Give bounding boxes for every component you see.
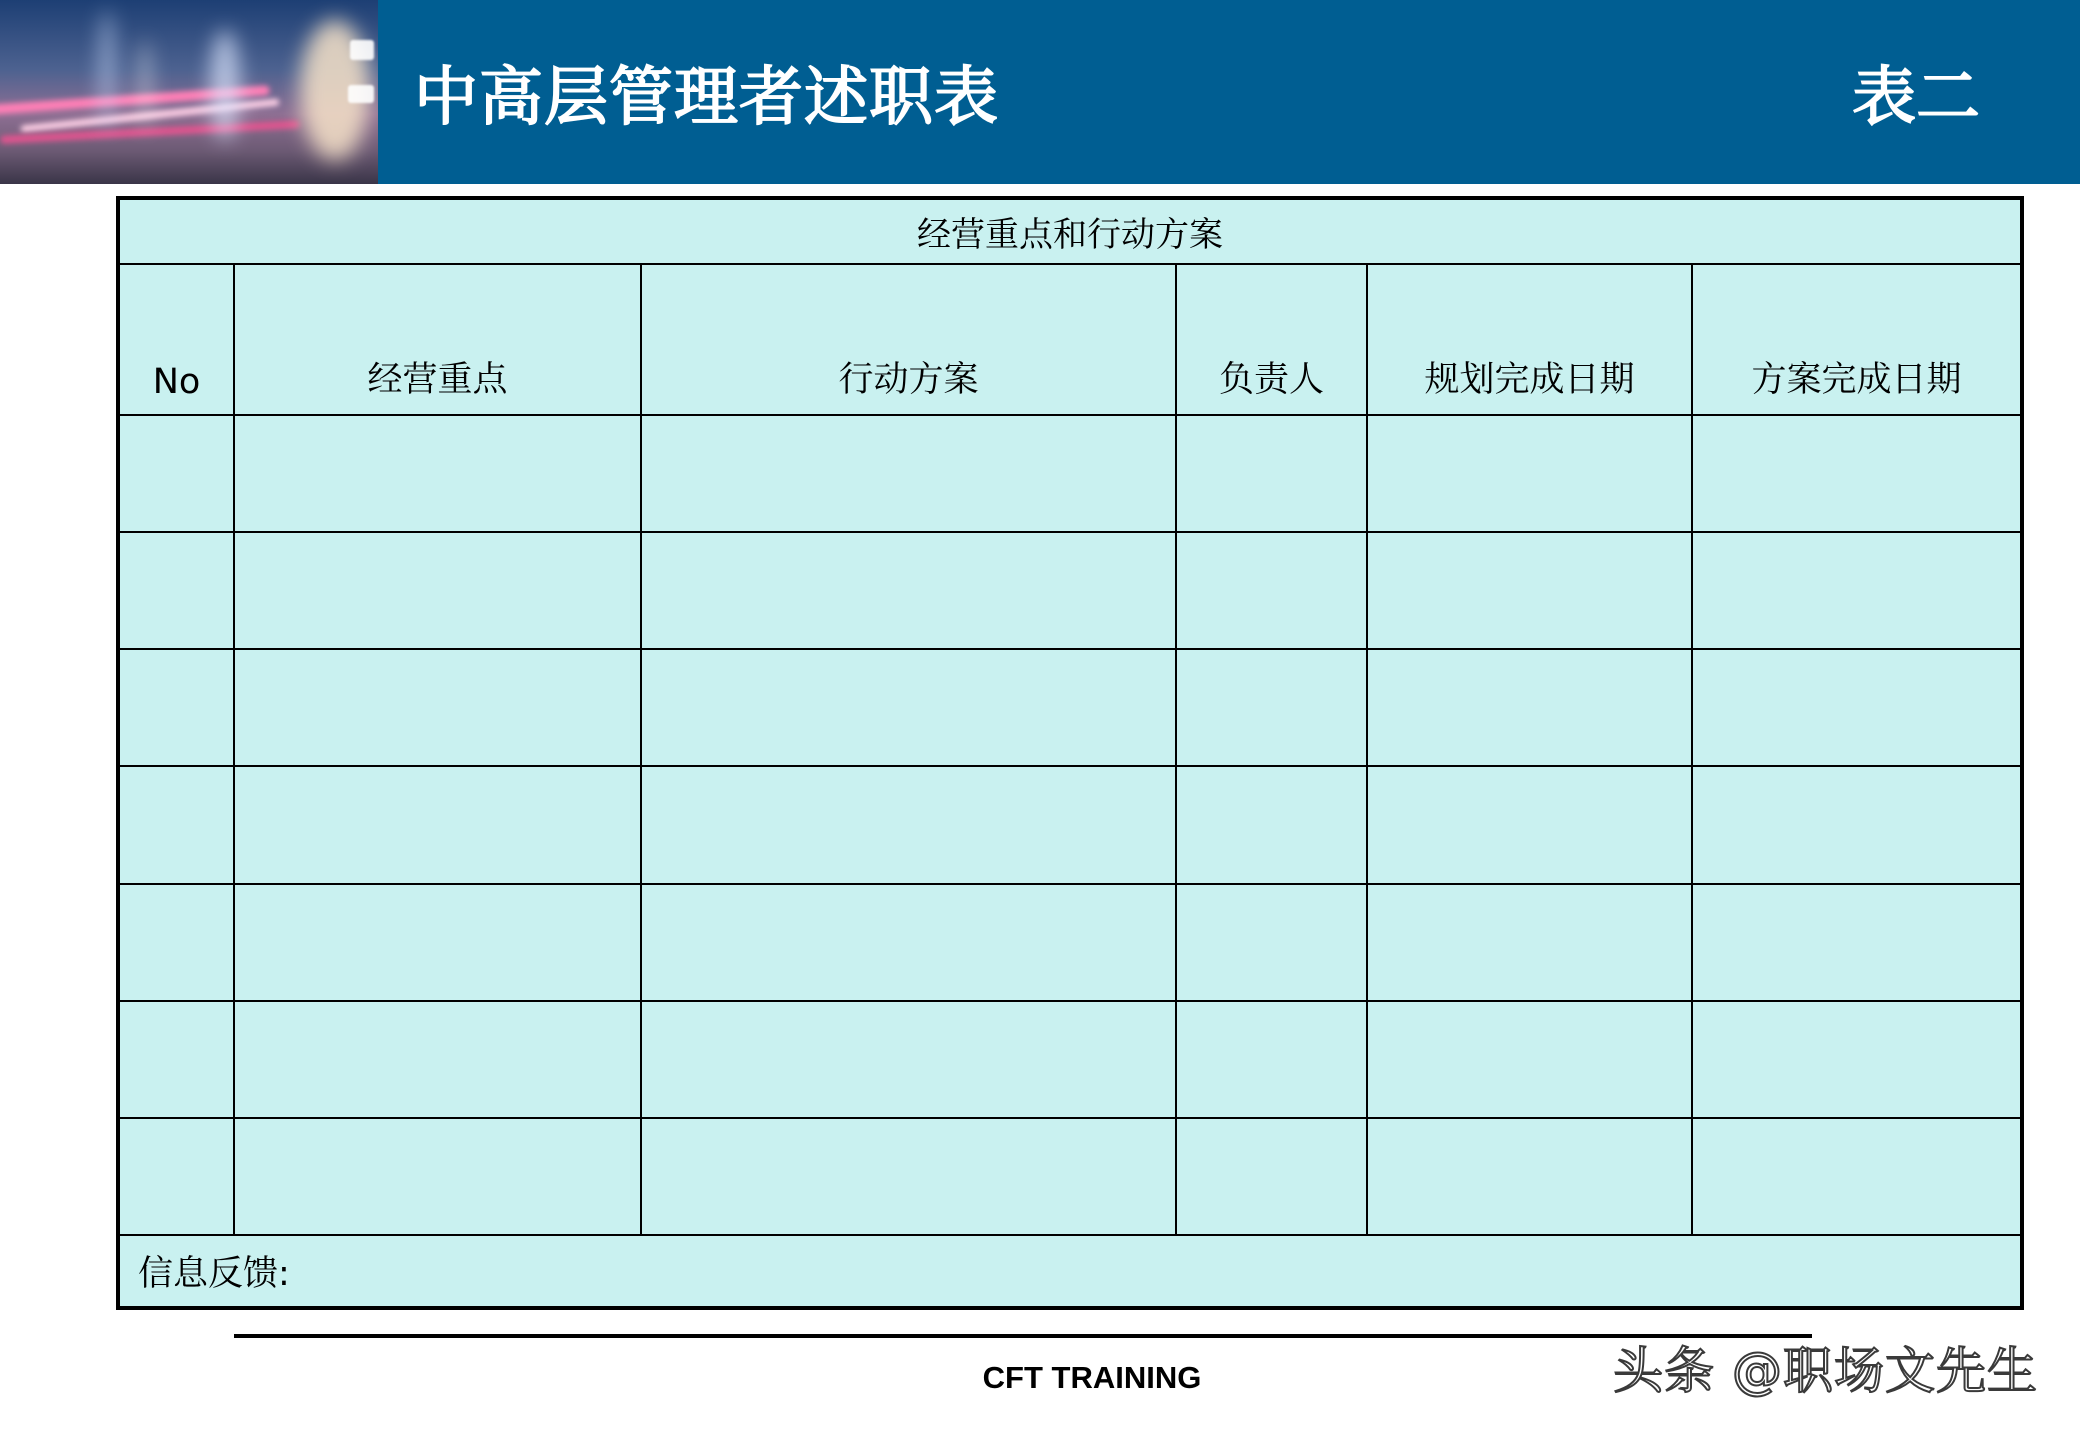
cell-completion-date[interactable]	[1693, 533, 2020, 650]
feedback-row[interactable]	[120, 1236, 2020, 1306]
cell-completion-date[interactable]	[1693, 650, 2020, 767]
cell-planned-date[interactable]	[1368, 1002, 1693, 1119]
column-header-no: No	[120, 265, 235, 416]
cell-completion-date[interactable]	[1693, 1002, 2020, 1119]
report-form-table	[116, 196, 2024, 1310]
cell-planned-date[interactable]	[1368, 650, 1693, 767]
column-header-planned-date: 规划完成日期	[1368, 265, 1693, 416]
cell-business-focus[interactable]	[235, 1119, 642, 1236]
cell-planned-date[interactable]	[1368, 767, 1693, 884]
cell-action-plan[interactable]	[642, 416, 1177, 533]
cell-no[interactable]	[120, 416, 235, 533]
cell-owner[interactable]	[1177, 533, 1368, 650]
cell-planned-date[interactable]	[1368, 533, 1693, 650]
cell-action-plan[interactable]	[642, 767, 1177, 884]
cell-business-focus[interactable]	[235, 650, 642, 767]
cell-action-plan[interactable]	[642, 533, 1177, 650]
cell-business-focus[interactable]	[235, 416, 642, 533]
cell-owner[interactable]	[1177, 1119, 1368, 1236]
cell-action-plan[interactable]	[642, 1119, 1177, 1236]
cell-no[interactable]	[120, 533, 235, 650]
cell-no[interactable]	[120, 767, 235, 884]
form-number: 表二	[1852, 60, 1980, 135]
cell-business-focus[interactable]	[235, 885, 642, 1002]
watermark: 头条 @职场文先生	[1613, 1342, 2038, 1400]
header-photo	[0, 0, 378, 184]
column-header-business-focus: 经营重点	[235, 265, 642, 416]
cell-no[interactable]	[120, 650, 235, 767]
feedback-label: 信息反馈:	[138, 1254, 290, 1294]
cell-business-focus[interactable]	[235, 767, 642, 884]
cell-business-focus[interactable]	[235, 1002, 642, 1119]
cell-planned-date[interactable]	[1368, 1119, 1693, 1236]
column-header-action-plan: 行动方案	[642, 265, 1177, 416]
cell-action-plan[interactable]	[642, 650, 1177, 767]
cell-completion-date[interactable]	[1693, 1119, 2020, 1236]
footer-divider	[234, 1334, 1812, 1338]
cell-completion-date[interactable]	[1693, 885, 2020, 1002]
cell-planned-date[interactable]	[1368, 885, 1693, 1002]
cell-action-plan[interactable]	[642, 885, 1177, 1002]
header-banner	[0, 0, 2080, 184]
cell-no[interactable]	[120, 1002, 235, 1119]
cell-business-focus[interactable]	[235, 533, 642, 650]
footer-text: CFT TRAINING	[982, 1360, 1202, 1395]
cell-action-plan[interactable]	[642, 1002, 1177, 1119]
cell-owner[interactable]	[1177, 767, 1368, 884]
cell-completion-date[interactable]	[1693, 416, 2020, 533]
page-title: 中高层管理者述职表	[414, 60, 999, 135]
cell-no[interactable]	[120, 885, 235, 1002]
cell-owner[interactable]	[1177, 650, 1368, 767]
cell-planned-date[interactable]	[1368, 416, 1693, 533]
section-title: 经营重点和行动方案	[120, 200, 2020, 265]
cell-owner[interactable]	[1177, 885, 1368, 1002]
cell-owner[interactable]	[1177, 1002, 1368, 1119]
column-header-owner: 负责人	[1177, 265, 1368, 416]
cell-completion-date[interactable]	[1693, 767, 2020, 884]
cell-owner[interactable]	[1177, 416, 1368, 533]
column-header-completion-date: 方案完成日期	[1693, 265, 2020, 416]
cell-no[interactable]	[120, 1119, 235, 1236]
